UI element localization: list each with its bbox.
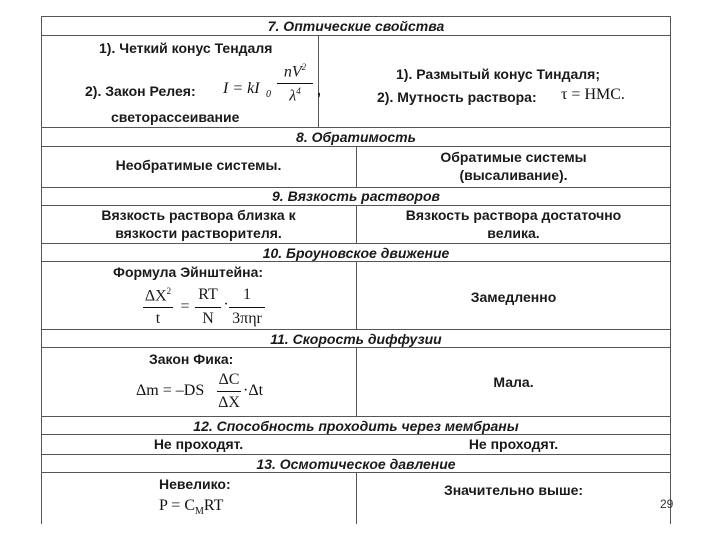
section-10-title: 10. Броуновское движение bbox=[262, 245, 450, 261]
s11-left-label: Закон Фика: bbox=[149, 351, 234, 367]
section-13-title: 13. Осмотическое давление bbox=[256, 456, 456, 472]
section-11-title: 11. Скорость диффузии bbox=[270, 331, 442, 347]
einstein-numerator-1: $\Delta X^2$ bbox=[144, 286, 172, 305]
einstein-dot: · bbox=[223, 296, 229, 313]
einstein-denominator-3: 3πηr bbox=[232, 310, 262, 327]
fick-lhs: Δm = –DS bbox=[136, 382, 205, 399]
s8-right-line-2: (высаливание). bbox=[459, 167, 568, 183]
comparison-table bbox=[41, 16, 674, 524]
einstein-numerator-3: 1 bbox=[243, 286, 251, 303]
fick-denominator: ΔX bbox=[218, 394, 240, 411]
rayleigh-numerator: $nV^2$ bbox=[283, 62, 307, 81]
einstein-numerator-2: RT bbox=[198, 286, 218, 303]
s9-right-line-2: велика. bbox=[487, 225, 540, 241]
page-number: 29 bbox=[660, 497, 674, 511]
section-7-title: 7. Оптические свойства bbox=[267, 18, 445, 34]
section-9-title: 9. Вязкость растворов bbox=[272, 188, 440, 204]
s7-left-item-3: светорассеивание bbox=[111, 109, 240, 125]
einstein-denominator-2: N bbox=[202, 310, 214, 327]
turbidity-formula: τ = НМС. bbox=[561, 86, 625, 103]
einstein-bar-3 bbox=[229, 307, 265, 308]
s8-right-line-1: Обратимые системы bbox=[440, 149, 587, 165]
s9-right-line-1: Вязкость раствора достаточно bbox=[405, 207, 622, 223]
s13-right: Значительно выше: bbox=[443, 482, 584, 498]
section-12-title: 12. Способность проходить через мембраны bbox=[193, 418, 519, 434]
rayleigh-lhs: I = kI bbox=[223, 80, 260, 97]
rayleigh-fraction-bar bbox=[277, 83, 313, 84]
rayleigh-sub: 0 bbox=[266, 89, 271, 100]
section-8-title: 8. Обратимость bbox=[296, 129, 416, 145]
s11-right: Мала. bbox=[493, 374, 534, 390]
s9-left-line-2: вязкости растворителя. bbox=[115, 225, 282, 241]
s10-right: Замедленно bbox=[470, 289, 557, 305]
s7-left-item-2-label: 2). Закон Релея: bbox=[85, 83, 196, 99]
s9-left-line-1: Вязкость раствора близка к bbox=[101, 207, 296, 223]
einstein-denominator-1: t bbox=[155, 310, 161, 327]
s7-left-item-1: 1). Четкий конус Тендаля bbox=[99, 40, 273, 56]
column-divider bbox=[318, 35, 319, 127]
s7-left-comma: , bbox=[317, 82, 321, 98]
osmotic-formula: $P = C_MRT$ bbox=[159, 497, 224, 518]
fick-numerator: ΔC bbox=[218, 371, 240, 388]
einstein-bar-1 bbox=[143, 307, 173, 308]
s12-left: Не проходят. bbox=[153, 436, 244, 452]
fick-fraction-bar bbox=[217, 391, 241, 392]
table-rule bbox=[41, 35, 671, 36]
s12-right: Не проходят. bbox=[468, 436, 559, 452]
s8-left: Необратимые системы. bbox=[115, 157, 282, 173]
fick-tail: ·Δt bbox=[243, 382, 264, 399]
s7-right-item-1: 1). Размытый конус Тиндаля; bbox=[396, 66, 600, 82]
s7-right-item-2-label: 2). Мутность раствора: bbox=[377, 89, 537, 105]
einstein-equals: = bbox=[180, 298, 190, 315]
s10-left-label: Формула Эйнштейна: bbox=[113, 264, 264, 280]
s13-left-label: Невелико: bbox=[159, 476, 231, 492]
einstein-bar-2 bbox=[195, 307, 221, 308]
rayleigh-denominator: $\lambda^4$ bbox=[289, 86, 301, 105]
